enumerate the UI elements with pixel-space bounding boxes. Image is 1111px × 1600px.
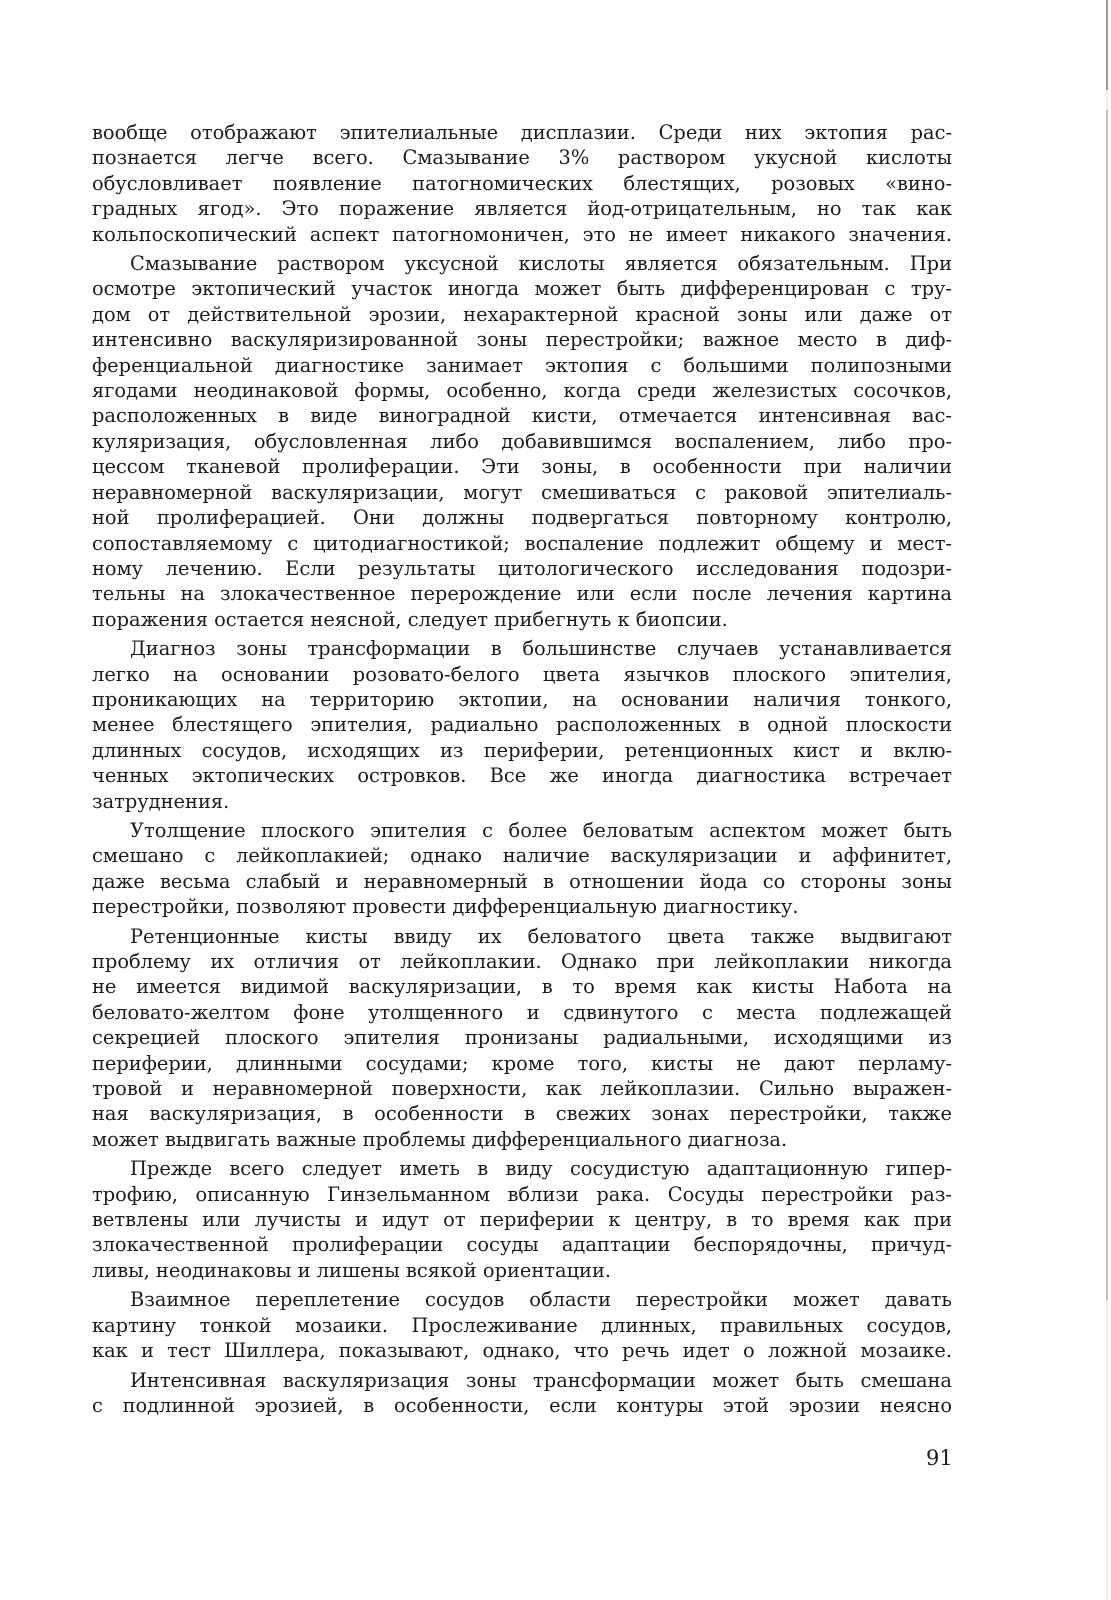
text-line: поражения остается неясной, следует прибегнуть к биопсии.	[92, 607, 728, 631]
paragraph-5	[92, 924, 952, 1153]
text-line: проблему их отличия от лейкоплакии. Однако при лейкоплакии никогда	[92, 950, 952, 973]
text-line: расположенных в виде виноградной кисти, отмечается интенсивная вас-	[92, 404, 952, 428]
text-line: затруднения.	[92, 789, 230, 813]
text-line: менее блестящего эпителия, радиально расположенных в одной плоскости	[92, 713, 952, 737]
text-line: ливы, неодинаковы и лишены всякой ориентации.	[92, 1258, 612, 1282]
text-line: вообще отображают эпителиальные дисплазии. Среди них эктопия рас-	[92, 121, 952, 144]
paragraph-1	[92, 120, 952, 247]
text-line: ному лечению. Если результаты цитологического исследования подозри-	[92, 556, 952, 580]
text-line: ветвлены или лучисты и идут от периферии к центру, в то время как при	[92, 1208, 952, 1232]
text-line: обусловливает появление патогномических блестящих, розовых «вино-	[92, 171, 952, 195]
page-edge-shadow	[1106, 0, 1108, 1600]
text-line: как и тест Шиллера, показывают, однако, что речь идет о ложной мозаике.	[92, 1339, 952, 1363]
paragraph-7	[92, 1287, 952, 1363]
text-line: дом от действительной эрозии, нехарактерной красной зоны или даже от	[92, 302, 952, 326]
text-line: перестройки, позволяют провести дифференциальную диагностику.	[92, 895, 799, 919]
text-line: осмотре эктопический участок иногда может быть дифференцирован с тру-	[92, 277, 952, 301]
text-line: куляризация, обусловленная либо добавившимся воспалением, либо про-	[92, 429, 952, 453]
text-line: Утолщение плоского эпителия с более беловатым аспектом может быть	[130, 818, 952, 842]
text-line: беловато-желтом фоне утолщенного и сдвинутого с места подлежащей	[92, 1000, 952, 1024]
text-line: познается легче всего. Смазывание 3% раствором укусной кислоты	[92, 146, 952, 170]
text-line: интенсивно васкуляризированной зоны перестройки; важное место в диф-	[92, 328, 952, 352]
paragraph-3	[92, 636, 952, 814]
text-line: Диагноз зоны трансформации в большинстве случаев устанавливается	[130, 637, 952, 661]
text-line: тровой и неравномерной поверхности, как лейкоплазии. Сильно выражен-	[92, 1077, 952, 1101]
paragraph-2	[92, 251, 952, 632]
text-line: легко на основании розовато-белого цвета язычков плоского эпителия,	[92, 662, 952, 686]
text-line: трофию, описанную Гинзельманном вблизи рака. Сосуды перестройки раз-	[92, 1182, 952, 1206]
text-line: Смазывание раствором уксусной кислоты является обязательным. При	[130, 252, 952, 276]
text-line: с подлинной эрозией, в особенности, если контуры этой эрозии неясно	[92, 1393, 952, 1417]
text-line: Прежде всего следует иметь в виду сосудистую адаптационную гипер-	[130, 1157, 952, 1181]
body-text	[92, 120, 952, 1422]
text-line: ягодами неодинаковой формы, особенно, когда среди железистых сосочков,	[92, 379, 952, 403]
text-line: неравномерной васкуляризации, могут смешиваться с раковой эпителиаль-	[92, 480, 952, 504]
text-line: периферии, длинными сосудами; кроме того, кисты не дают перламу-	[92, 1051, 952, 1075]
text-line: сопоставляемому с цитодиагностикой; воспаление подлежит общему и мест-	[92, 531, 952, 555]
text-line: градных ягод». Это поражение является йод-отрицательным, но так как	[92, 197, 952, 221]
paragraph-8	[92, 1368, 952, 1419]
text-line: Ретенционные кисты ввиду их беловатого цвета также выдвигают	[130, 924, 952, 948]
paragraph-4	[92, 818, 952, 920]
text-line: длинных сосудов, исходящих из периферии, ретенционных кист и вклю-	[92, 738, 952, 762]
text-line: ференциальной диагностике занимает эктопия с большими полипозными	[92, 353, 952, 377]
text-line: злокачественной пролиферации сосуды адаптации беспорядочны, причуд-	[92, 1233, 952, 1257]
text-line: Взаимное переплетение сосудов области перестройки может давать	[130, 1288, 952, 1312]
text-line: даже весьма слабый и неравномерный в отношении йода со стороны зоны	[92, 869, 952, 893]
text-line: ная васкуляризация, в особенности в свежих зонах перестройки, также	[92, 1102, 952, 1126]
paragraph-6	[92, 1156, 952, 1283]
text-line: смешано с лейкоплакией; однако наличие васкуляризации и аффинитет,	[92, 844, 952, 868]
text-line: не имеется видимой васкуляризации, в то время как кисты Набота на	[92, 975, 952, 999]
text-line: тельны на злокачественное перерождение или если после лечения картина	[92, 582, 952, 606]
page-number: 91	[926, 1446, 953, 1470]
text-line: ченных эктопических островков. Все же иногда диагностика встречает	[92, 764, 952, 788]
text-line: цессом тканевой пролиферации. Эти зоны, в особенности при наличии	[92, 455, 952, 479]
text-line: проникающих на территорию эктопии, на основании наличия тонкого,	[92, 687, 952, 711]
text-line: может выдвигать важные проблемы дифференциального диагноза.	[92, 1127, 788, 1151]
text-line: картину тонкой мозаики. Прослеживание длинных, правильных сосудов,	[92, 1313, 952, 1337]
text-line: секрецией плоского эпителия пронизаны радиальными, исходящими из	[92, 1026, 952, 1050]
text-line: Интенсивная васкуляризация зоны трансформации может быть смешана	[130, 1368, 952, 1392]
text-line: ной пролиферацией. Они должны подвергаться повторному контролю,	[92, 506, 952, 530]
text-line: кольпоскопический аспект патогномоничен, это не имеет никакого значения.	[92, 222, 952, 246]
